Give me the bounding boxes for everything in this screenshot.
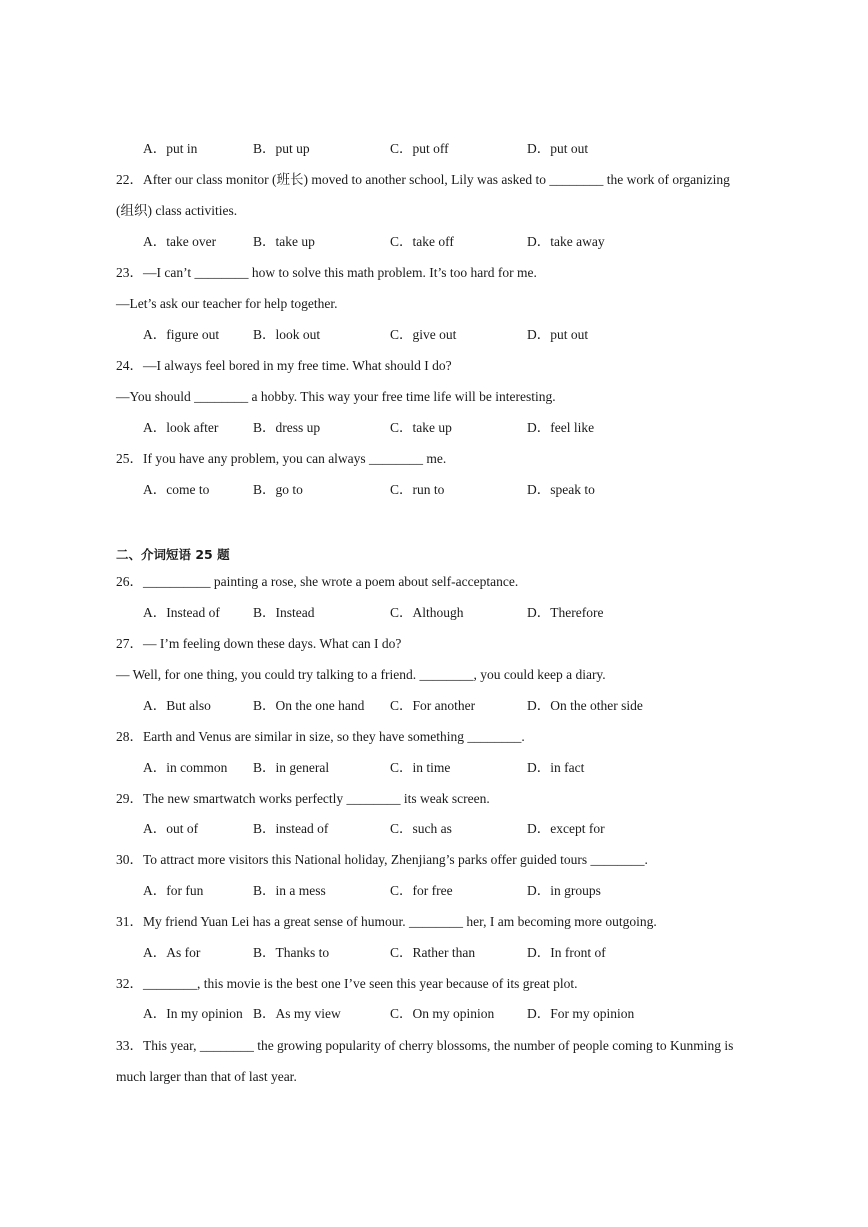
option-d: D．take away (527, 234, 605, 249)
option-a: A．out of (143, 821, 199, 836)
options-q22 (143, 233, 763, 251)
options-q30 (143, 882, 763, 900)
question-33-stem: 33．This year, ________ the growing popularity of cherry blossoms, the number of people coming to Kunming is (116, 1038, 734, 1053)
option-d: D．speak to (527, 482, 595, 497)
option-b: B．take up (253, 234, 315, 249)
option-a: A．look after (143, 420, 219, 435)
option-d: D．On the other side (527, 698, 643, 713)
option-b: B．put up (253, 141, 310, 156)
options-q23 (143, 326, 763, 344)
option-b: B．look out (253, 327, 321, 342)
option-c: C．For another (390, 698, 476, 713)
options-q26 (143, 604, 763, 622)
option-a: A．for fun (143, 883, 204, 898)
option-a: A．As for (143, 945, 201, 960)
option-c: C．take off (390, 234, 454, 249)
option-c: C．such as (390, 821, 452, 836)
option-a: A．put in (143, 141, 198, 156)
option-b: B．instead of (253, 821, 329, 836)
options-q27 (143, 697, 763, 715)
option-d: D．in fact (527, 760, 585, 775)
option-d: D．Therefore (527, 605, 604, 620)
option-a: A．In my opinion (143, 1006, 243, 1021)
options-q28 (143, 759, 763, 777)
option-b: B．Thanks to (253, 945, 330, 960)
option-a: A．take over (143, 234, 217, 249)
question-29-stem: 29．The new smartwatch works perfectly ________ its weak screen. (116, 791, 490, 806)
question-23-stem: 23．—I can’t ________ how to solve this math problem. It’s too hard for me. (116, 265, 537, 280)
option-a: A．But also (143, 698, 211, 713)
option-b: B．On the one hand (253, 698, 365, 713)
question-27-stem: 27．— I’m feeling down these days. What can I do? (116, 636, 402, 651)
question-27-reply: — Well, for one thing, you could try talking to a friend. ________, you could keep a diary. (116, 667, 606, 682)
question-24-stem: 24．—I always feel bored in my free time. What should I do? (116, 358, 452, 373)
question-28-stem: 28．Earth and Venus are similar in size, so they have something ________. (116, 729, 525, 744)
options-q21 (143, 140, 763, 158)
option-a: A．in common (143, 760, 228, 775)
option-b: B．As my view (253, 1006, 341, 1021)
option-b: B．dress up (253, 420, 321, 435)
question-22-stem-continued: (组织) class activities. (116, 203, 238, 218)
option-a: A．come to (143, 482, 210, 497)
question-26-stem: 26．__________ painting a rose, she wrote a poem about self-acceptance. (116, 574, 519, 589)
option-c: C．run to (390, 482, 445, 497)
options-q29 (143, 820, 763, 838)
option-b: B．Instead (253, 605, 315, 620)
question-24-reply: —You should ________ a hobby. This way your free time life will be interesting. (116, 389, 556, 404)
options-q32 (143, 1005, 763, 1023)
option-b: B．in general (253, 760, 330, 775)
option-b: B．in a mess (253, 883, 326, 898)
option-c: C．Although (390, 605, 464, 620)
options-q24 (143, 419, 763, 437)
option-d: D．In front of (527, 945, 606, 960)
option-d: D．put out (527, 141, 589, 156)
option-a: A．Instead of (143, 605, 220, 620)
option-d: D．in groups (527, 883, 601, 898)
option-a: A．figure out (143, 327, 220, 342)
question-22-stem: 22．After our class monitor (班长) moved to another school, Lily was asked to ________ the work of organizing (116, 172, 730, 187)
question-23-reply: —Let’s ask our teacher for help together. (116, 296, 338, 311)
option-c: C．Rather than (390, 945, 476, 960)
section-heading: 二、介词短语 25 题 (116, 547, 230, 562)
option-c: C．for free (390, 883, 453, 898)
option-c: C．On my opinion (390, 1006, 495, 1021)
question-31-stem: 31．My friend Yuan Lei has a great sense of humour. ________ her, I am becoming more outgoing. (116, 914, 657, 929)
question-30-stem: 30．To attract more visitors this National holiday, Zhenjiang’s parks offer guided tours ________. (116, 852, 648, 867)
question-33-stem-continued: much larger than that of last year. (116, 1069, 297, 1084)
option-d: D．feel like (527, 420, 595, 435)
option-d: D．For my opinion (527, 1006, 635, 1021)
option-d: D．except for (527, 821, 605, 836)
option-c: C．put off (390, 141, 449, 156)
option-c: C．in time (390, 760, 451, 775)
question-32-stem: 32．________, this movie is the best one I’ve seen this year because of its great plot. (116, 976, 578, 991)
options-q25 (143, 481, 763, 499)
option-b: B．go to (253, 482, 303, 497)
options-q31 (143, 944, 763, 962)
option-c: C．give out (390, 327, 457, 342)
question-25-stem: 25．If you have any problem, you can always ________ me. (116, 451, 447, 466)
option-c: C．take up (390, 420, 452, 435)
option-d: D．put out (527, 327, 589, 342)
